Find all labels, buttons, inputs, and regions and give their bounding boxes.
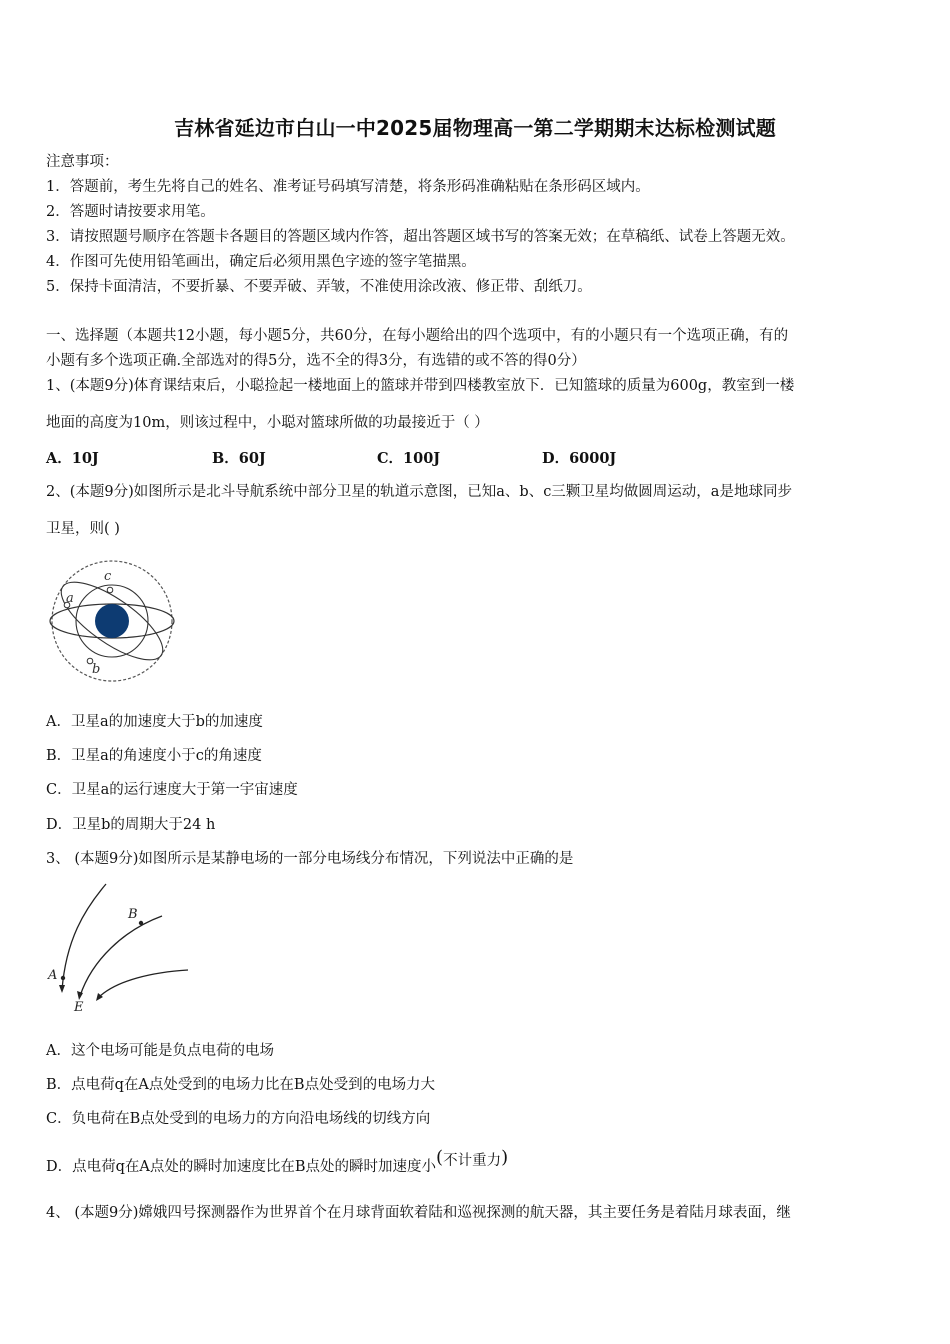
q1-option-d[interactable]: D．6000J xyxy=(542,450,617,467)
q2-stem-line-1: 2、(本题9分)如图所示是北斗导航系统中部分卫星的轨道示意图，已知a、b、c三颗卫星均做圆周运动，a是地球同步 xyxy=(46,484,792,500)
notice-item-2: 2．答题时请按要求用笔。 xyxy=(46,204,215,220)
satellite-c-dot xyxy=(107,587,113,593)
q2-option-c[interactable]: C．卫星a的运行速度大于第一宇宙速度 xyxy=(46,782,298,798)
q4-stem-line-1: 4、 (本题9分)嫦娥四号探测器作为世界首个在月球背面软着陆和巡视探测的航天器，其主要任务是着陆月球表面，继 xyxy=(46,1205,791,1221)
earth xyxy=(95,604,129,638)
q1-stem-line-2: 地面的高度为10m，则该过程中，小聪对篮球所做的功最接近于（ ） xyxy=(46,415,489,431)
label-B: B xyxy=(128,907,138,922)
section-heading-line-1: 一、选择题（本题共12小题，每小题5分，共60分，在每小题给出的四个选项中，有的小题只有一个选项正确，有的 xyxy=(46,328,789,344)
q3-option-c[interactable]: C．负电荷在B点处受到的电场力的方向沿电场线的切线方向 xyxy=(46,1111,431,1127)
label-c: c xyxy=(104,569,112,584)
q2-option-d[interactable]: D．卫星b的周期大于24 h xyxy=(46,817,216,833)
field-line-3 xyxy=(98,970,188,998)
q3-option-b[interactable]: B．点电荷q在A点处受到的电场力比在B点处受到的电场力大 xyxy=(46,1077,436,1093)
q1-option-a[interactable]: A．10J xyxy=(46,450,99,467)
q1-option-c[interactable]: C．100J xyxy=(377,450,441,467)
electric-field-figure xyxy=(44,880,194,1015)
arrow-head-2 xyxy=(77,991,83,1000)
label-a: a xyxy=(66,591,74,606)
q2-stem-line-2: 卫星，则( ) xyxy=(46,521,120,537)
q2-option-b[interactable]: B．卫星a的角速度小于c的角速度 xyxy=(46,748,262,764)
label-b: b xyxy=(92,662,101,677)
label-A: A xyxy=(48,968,58,983)
notice-item-3: 3．请按照题号顺序在答题卡各题目的答题区域内作答，超出答题区域书写的答案无效；在草稿纸、试卷上答题无效。 xyxy=(46,229,795,245)
notice-item-4: 4．作图可先使用铅笔画出，确定后必须用黑色字迹的签字笔描黑。 xyxy=(46,254,476,270)
satellite-orbit-figure xyxy=(48,560,178,685)
q1-stem-line-1: 1、(本题9分)体育课结束后，小聪捡起一楼地面上的篮球并带到四楼教室放下．已知篮球的质量为600g，教室到一楼 xyxy=(46,378,795,394)
q3-option-a[interactable]: A．这个电场可能是负点电荷的电场 xyxy=(46,1043,274,1059)
arrow-head-1 xyxy=(59,985,65,993)
notice-item-5: 5．保持卡面清洁，不要折暴、不要弄破、弄皱，不准使用涂改液、修正带、刮纸刀。 xyxy=(46,279,592,295)
point-b-dot xyxy=(139,921,143,925)
q3-option-d: D．点电荷q在A点处的瞬时加速度比在B点处的瞬时加速度小 xyxy=(46,1159,437,1175)
notice-item-1: 1．答题前，考生先将自己的姓名、准考证号码填写清楚，将条形码准确粘贴在条形码区域内。 xyxy=(46,179,650,195)
notice-heading: 注意事项： xyxy=(46,154,119,170)
exam-title: 吉林省延边市白山一中2025届物理高一第二学期期末达标检测试题 xyxy=(174,116,776,140)
q3-option-d-row[interactable]: D．点电荷q在A点处的瞬时加速度比在B点处的瞬时加速度小(不计重力) xyxy=(46,1147,509,1175)
q3-option-d-note: 不计重力 xyxy=(443,1153,502,1169)
label-E: E xyxy=(74,1000,84,1015)
field-line-1 xyxy=(62,884,106,990)
q2-option-a[interactable]: A．卫星a的加速度大于b的加速度 xyxy=(46,714,263,730)
q3-stem: 3、 (本题9分)如图所示是某静电场的一部分电场线分布情况，下列说法中正确的是 xyxy=(46,851,574,867)
q1-option-b[interactable]: B．60J xyxy=(212,450,266,467)
section-heading-line-2: 小题有多个选项正确.全部选对的得5分，选不全的得3分，有选错的或不答的得0分） xyxy=(46,353,586,369)
point-a-dot xyxy=(61,976,65,980)
